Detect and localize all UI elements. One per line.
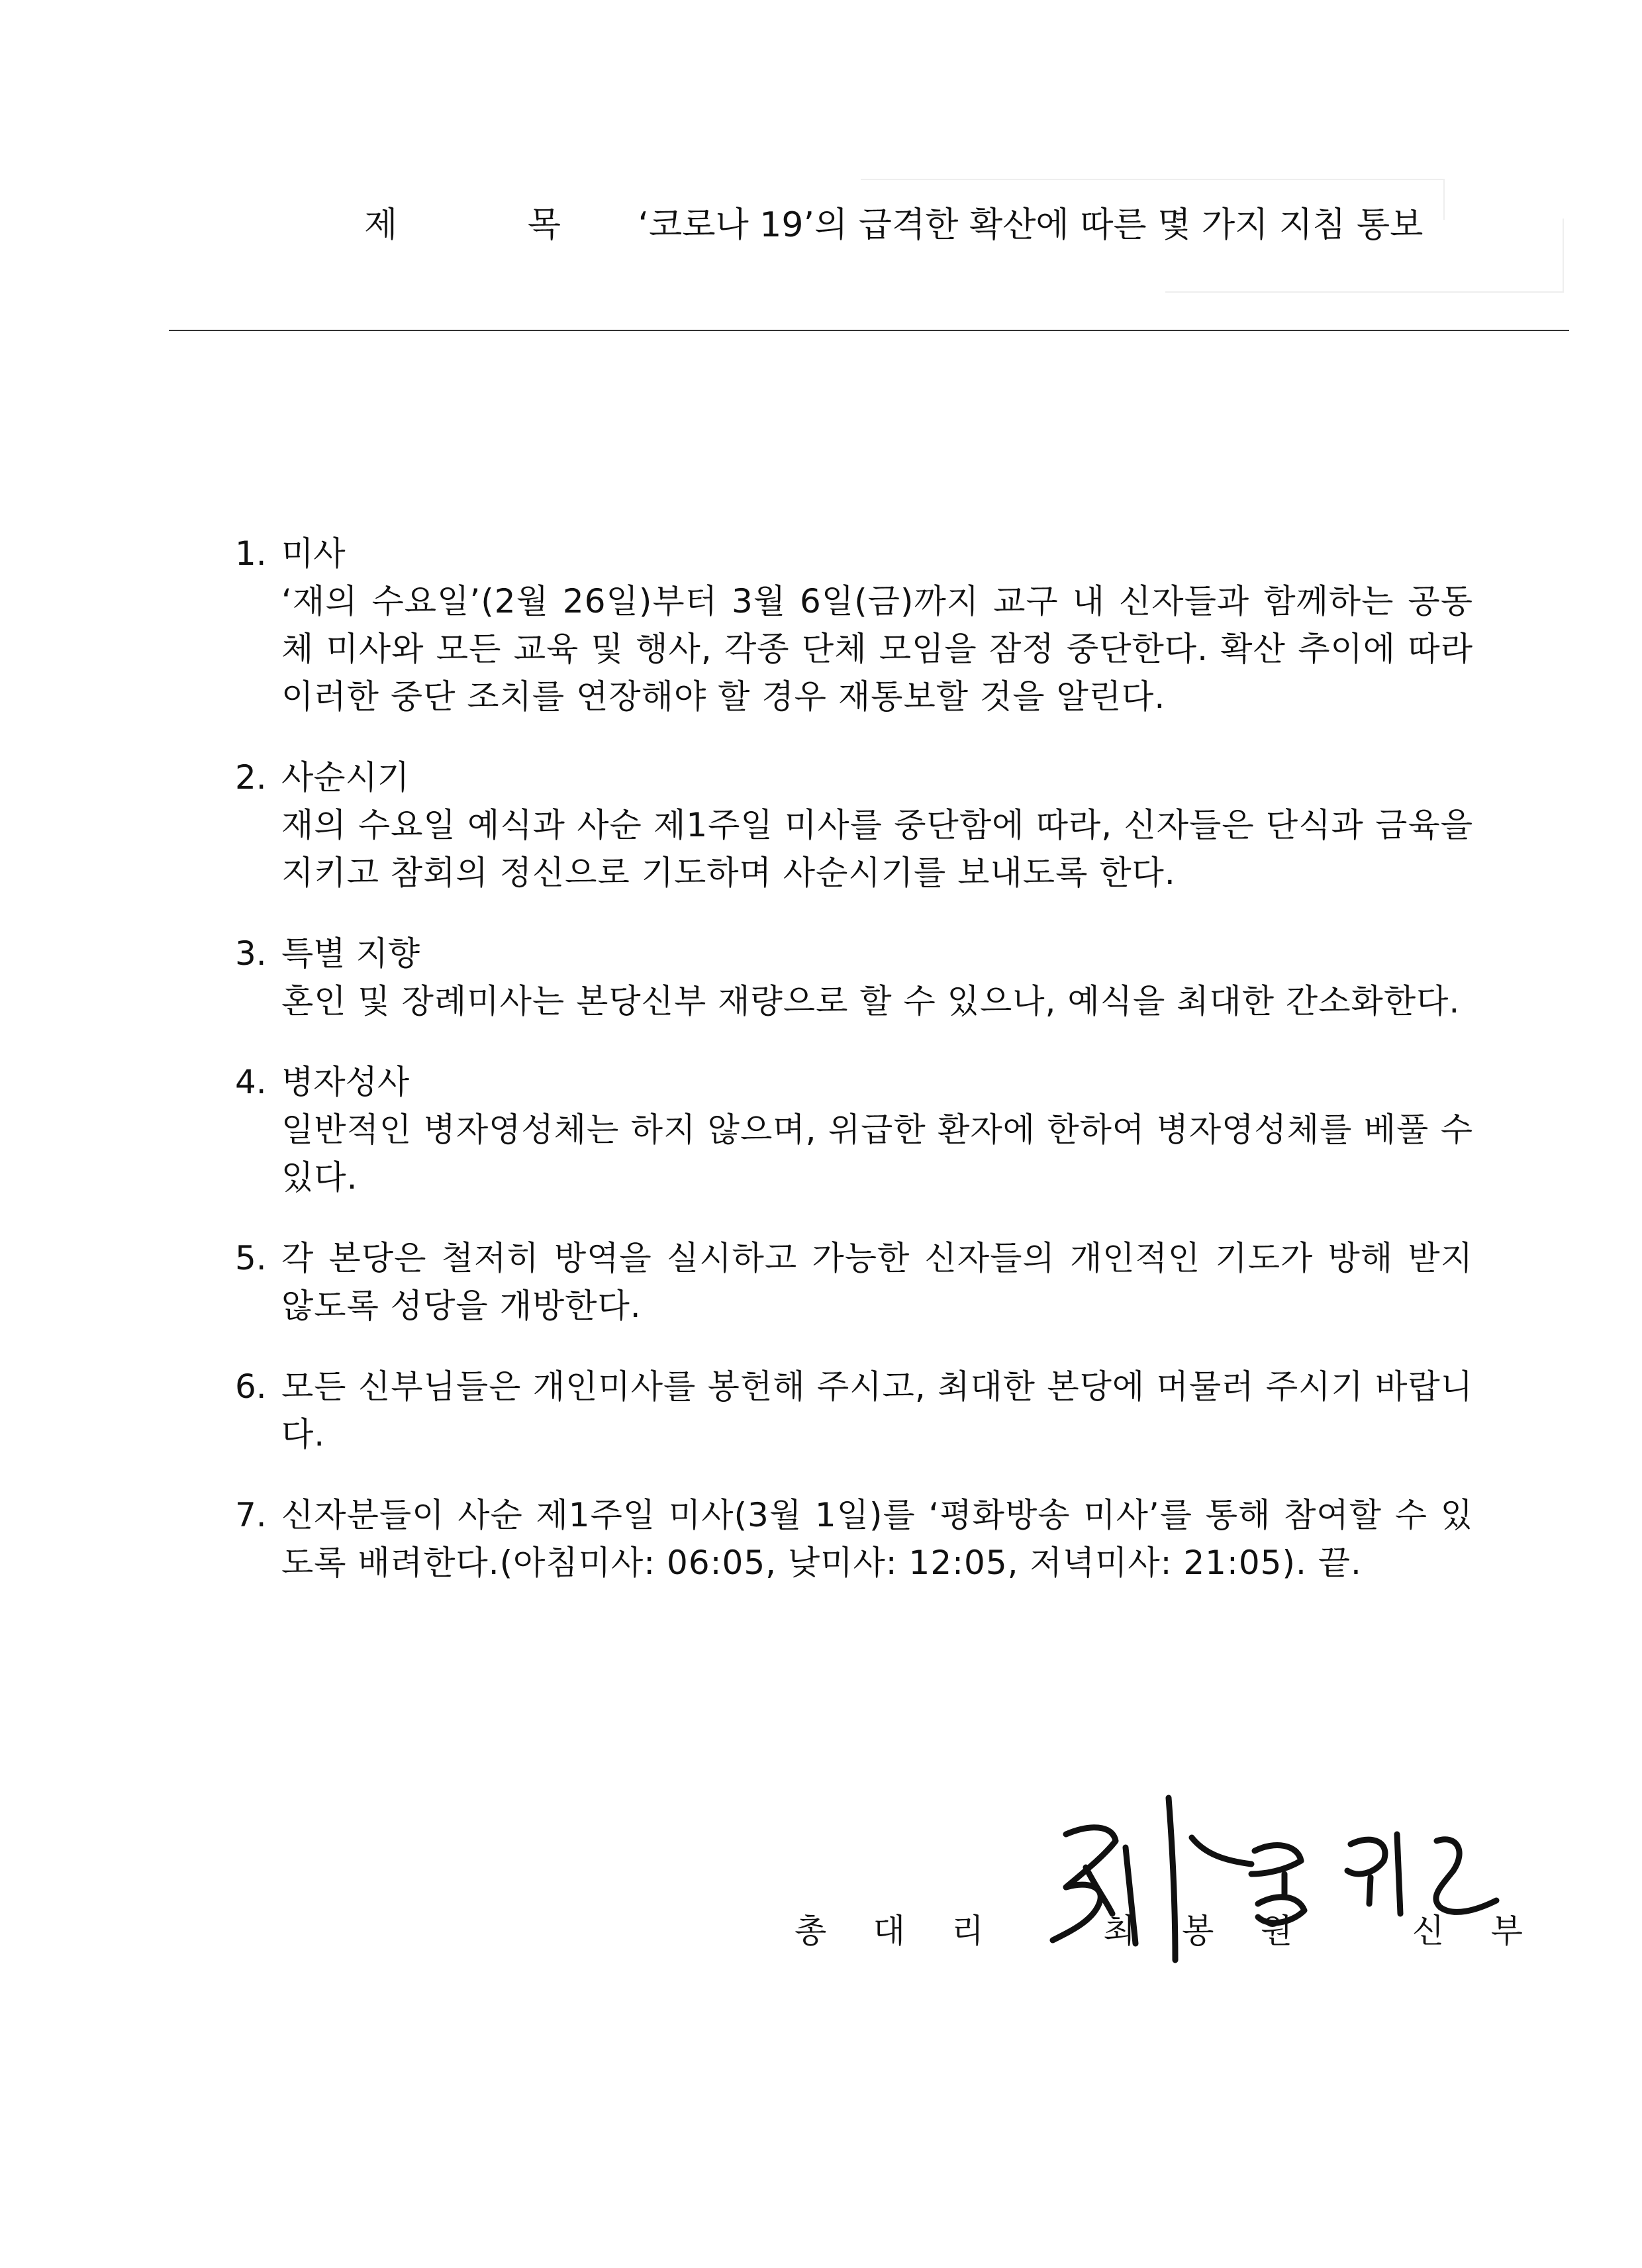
- item-heading: 병자성사: [281, 1063, 410, 1101]
- item-heading: 미사: [281, 534, 346, 573]
- list-item: [235, 1234, 1473, 1330]
- item-number: 4.: [235, 1063, 267, 1101]
- list-item: [235, 1363, 1473, 1458]
- signer-char: 신: [1412, 1912, 1445, 1950]
- item-body: 일반적인 병자영성체는 하지 않으며, 위급한 환자에 한하여 병자영성체를 베풀 수 있다.: [281, 1110, 1473, 1197]
- item-body: 각 본당은 철저히 방역을 실시하고 가능한 신자들의 개인적인 기도가 방해 받지 않도록 성당을 개방한다.: [281, 1239, 1473, 1325]
- signer-char: 봉: [1182, 1912, 1214, 1950]
- title-label: 제 목: [364, 205, 620, 245]
- signature-block: [795, 1788, 1523, 1987]
- item-heading: 특별 지향: [281, 934, 420, 973]
- document-title: ‘코로나 19’의 급격한 확산에 따른 몇 가지 지침 통보: [638, 205, 1424, 245]
- list-item: [235, 1491, 1473, 1587]
- item-body: ‘재의 수요일’(2월 26일)부터 3월 6일(금)까지 교구 내 신자들과 함께하는 공동체 미사와 모든 교육 및 행사, 각종 단체 모임을 잠정 중단한다. 확산 추이에 따라 이러한 중단 조치를 연장해야 할 경우 재통보할 것을 알린다.: [281, 582, 1473, 716]
- item-body: 신자분들이 사순 제1주일 미사(3월 1일)를 ‘평화방송 미사’를 통해 참여할 수 있도록 배려한다.(아침미사: 06:05, 낮미사: 12:05, 저녁미사: 21:05). 끝.: [281, 1496, 1473, 1582]
- item-number: 1.: [235, 534, 267, 573]
- list-item: [235, 930, 1473, 1025]
- item-body: 재의 수요일 예식과 사순 제1주일 미사를 중단함에 따라, 신자들은 단식과 금육을 지키고 참회의 정신으로 기도하며 사순시기를 보내도록 한다.: [281, 806, 1473, 892]
- list-item: [235, 754, 1473, 897]
- item-number: 7.: [235, 1496, 267, 1534]
- list-item: [235, 1058, 1473, 1201]
- signer-char: 리: [951, 1912, 984, 1950]
- item-number: 2.: [235, 758, 267, 797]
- title-divider: [169, 330, 1569, 331]
- signer-char: 대: [873, 1912, 905, 1950]
- list-item: [235, 530, 1473, 720]
- signer-char: 최: [1103, 1912, 1135, 1950]
- signer-name: [795, 1907, 1523, 1955]
- signer-char: 부: [1490, 1912, 1523, 1950]
- item-body: 혼인 및 장례미사는 본당신부 재량으로 할 수 있으나, 예식을 최대한 간소화한다.: [281, 982, 1461, 1020]
- item-body: 모든 신부님들은 개인미사를 봉헌해 주시고, 최대한 본당에 머물러 주시기 바랍니다.: [281, 1367, 1473, 1454]
- item-number: 6.: [235, 1367, 267, 1406]
- guideline-list: [235, 530, 1473, 1620]
- signer-char: 원: [1260, 1912, 1293, 1950]
- item-number: 5.: [235, 1239, 267, 1277]
- item-number: 3.: [235, 934, 267, 973]
- document-title-row: [364, 199, 1490, 252]
- signer-char: 총: [795, 1912, 827, 1950]
- item-heading: 사순시기: [281, 758, 410, 797]
